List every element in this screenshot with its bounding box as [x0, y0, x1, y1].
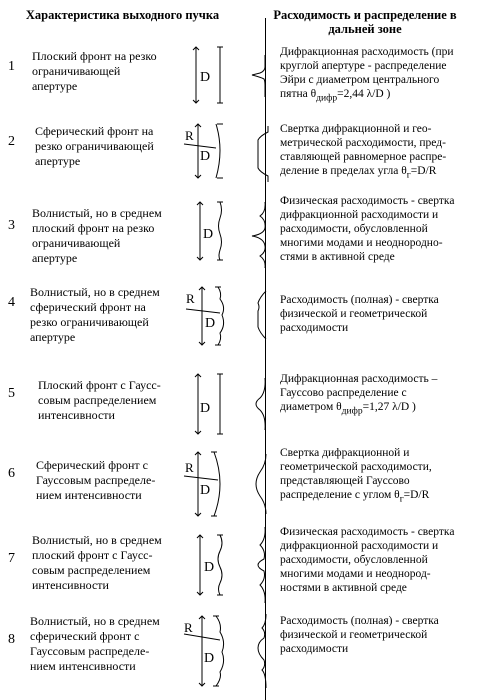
row-number: 8: [8, 632, 15, 647]
aperture-label: D: [200, 401, 211, 416]
row-1-beam-text: Плоский фронт на резко ограничивающей апертуре: [32, 49, 157, 93]
row-3-diagram: [180, 200, 290, 280]
radius-label: R: [185, 460, 194, 475]
aperture-label: D: [205, 316, 216, 331]
row-4-diagram: [180, 283, 290, 363]
aperture-label: D: [200, 483, 211, 498]
row-4-beam-text: Волнистый, но в среднем сферический фронт на резко ограничивающей апертуре: [30, 285, 160, 344]
row-1-divergence-text: Дифракционная расходимость (при круглой апертуре - распределение Эйри с диаметром центрального пятна $\theta_{дифр}=2,44$ λ/D ): [280, 46, 454, 104]
row-6: [0, 447, 493, 530]
row-1: [0, 45, 493, 115]
row-4: [0, 283, 493, 363]
row-7-beam-text: Волнистый, но в среднем плоский фронт с Гаусс- совым распределением интенсивности: [32, 533, 162, 592]
row-3-divergence-text: Физическая расходимость - свертка дифракционной расходимости и расходимости, обусловленной многими модами и неоднородно- стями в активной среде: [280, 195, 455, 263]
row-5-beam-text: Плоский фронт с Гаусс- совым распределением интенсивности: [38, 378, 161, 422]
row-3: [0, 195, 493, 280]
row-2-diagram: [180, 122, 290, 202]
row-number: 7: [8, 551, 15, 566]
row-number: 2: [8, 134, 15, 149]
row-7-divergence-text: Физическая расходимость - свертка дифракционной расходимости и расходимости, обусловленной многими модами и неоднород- ностями в активной среде: [280, 526, 455, 594]
row-7-diagram: [180, 525, 290, 610]
aperture-label: D: [204, 560, 215, 575]
radius-label: R: [185, 128, 194, 143]
header-divergence: Расходимость и распределение в дальней зоне: [273, 8, 457, 36]
aperture-label: D: [200, 149, 211, 164]
radius-label: R: [184, 620, 193, 635]
aperture-label: D: [203, 227, 214, 242]
aperture-label: D: [200, 70, 211, 85]
row-number: 4: [8, 295, 15, 310]
row-3-beam-text: Волнистый, но в среднем плоский фронт на резко ограничивающей апертуре: [32, 206, 162, 265]
row-5-diagram: [180, 372, 290, 447]
aperture-label: D: [204, 651, 215, 666]
row-number: 3: [8, 218, 15, 233]
row-8-divergence-text: Расходимость (полная) - свертка физической и геометрической расходимости: [280, 615, 439, 655]
row-4-divergence-text: Расходимость (полная) - свертка физической и геометрической расходимости: [280, 294, 439, 334]
row-7: [0, 525, 493, 610]
row-1-diagram: [180, 45, 290, 115]
row-2-beam-text: Сферический фронт на резко ограничивающей апертуре: [35, 124, 154, 168]
row-8-beam-text: Волнистый, но в среднем сферический фронт с Гауссовым распределе- нием интенсивности: [30, 614, 160, 673]
header-beam-characteristic: Характеристика выходного пучка: [25, 8, 220, 22]
row-2-divergence-text: Свертка дифракционной и гео- метрической расходимости, пред- ставляющей равномерное распре- деление в пределах угла $\theta_г=D/R$: [280, 123, 447, 181]
row-6-beam-text: Сферический фронт с Гауссовым распределе- нием интенсивности: [36, 458, 156, 502]
row-6-diagram: [180, 450, 290, 530]
row-number: 1: [8, 59, 15, 74]
row-8-diagram: [180, 612, 290, 700]
row-2: [0, 122, 493, 202]
row-6-divergence-text: Свертка дифракционной и геометрической расходимости, представляющей Гауссово распределение с углом $\theta_г=D/R$: [280, 447, 432, 505]
row-number: 5: [8, 386, 15, 401]
row-number: 6: [8, 466, 15, 481]
radius-label: R: [186, 291, 195, 306]
row-8: [0, 612, 493, 700]
row-5: [0, 372, 493, 447]
row-5-divergence-text: Дифракционная расходимость – Гауссово распределение с диаметром $\theta_{дифр}=1,27$ λ/D ): [280, 373, 438, 417]
